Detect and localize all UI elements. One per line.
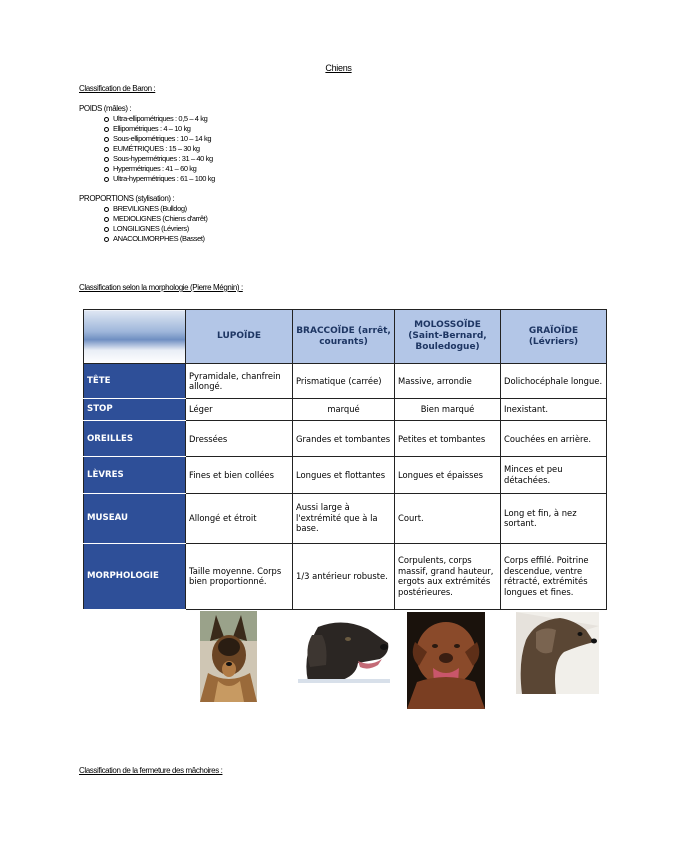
- table-cell: 1/3 antérieur robuste.: [293, 543, 395, 609]
- list-item: ANACOLIMORPHES (Basset): [103, 234, 207, 244]
- proportions-list: [103, 204, 207, 244]
- table-row: [84, 421, 607, 457]
- braccoide-dog-photo: [298, 615, 390, 683]
- list-item: EUMÉTRIQUES : 15 – 30 kg: [103, 144, 215, 154]
- row-header: STOP: [84, 399, 186, 421]
- table-row: [84, 399, 607, 421]
- list-item: Hypermétriques : 41 – 60 kg: [103, 164, 215, 174]
- table-cell: Prismatique (carrée): [293, 364, 395, 399]
- table-cell: Taille moyenne. Corps bien proportionné.: [186, 543, 293, 609]
- machoires-heading: Classification de la fermeture des mâchoires :: [79, 766, 223, 775]
- list-item: Sous-ellipométriques : 10 – 14 kg: [103, 134, 215, 144]
- poids-list: [103, 114, 215, 184]
- table-cell: Couchées en arrière.: [501, 421, 607, 457]
- table-cell: Longues et flottantes: [293, 457, 395, 493]
- table-cell: Léger: [186, 399, 293, 421]
- morphology-table: [83, 309, 607, 610]
- list-item: Ellipométriques : 4 – 10 kg: [103, 124, 215, 134]
- table-cell: Pyramidale, chanfrein allongé.: [186, 364, 293, 399]
- table-cell: Petites et tombantes: [395, 421, 501, 457]
- list-item: LONGILIGNES (Lévriers): [103, 224, 207, 234]
- poids-label: POIDS (mâles) :: [79, 104, 132, 113]
- list-item: BREVILIGNES (Bulldog): [103, 204, 207, 214]
- table-header-row: [84, 310, 607, 364]
- table-corner-image: [84, 310, 186, 364]
- table-cell: Dressées: [186, 421, 293, 457]
- table-cell: Fines et bien collées: [186, 457, 293, 493]
- table-cell: Massive, arrondie: [395, 364, 501, 399]
- row-header: MUSEAU: [84, 493, 186, 543]
- list-item: Ultra-ellipométriques : 0,5 – 4 kg: [103, 114, 215, 124]
- row-header: LÈVRES: [84, 457, 186, 493]
- table-cell: Longues et épaisses: [395, 457, 501, 493]
- page-title: Chiens: [325, 63, 352, 73]
- list-item: Sous-hypermétriques : 31 – 40 kg: [103, 154, 215, 164]
- table-row: [84, 457, 607, 493]
- baron-heading: Classification de Baron :: [79, 84, 156, 93]
- table-cell: Inexistant.: [501, 399, 607, 421]
- table-cell: Dolichocéphale longue.: [501, 364, 607, 399]
- lupoide-dog-photo: [200, 611, 257, 702]
- column-header: BRACCOÏDE (arrêt, courants): [293, 310, 395, 364]
- table-cell: Grandes et tombantes: [293, 421, 395, 457]
- list-item: Ultra-hypermétriques : 61 – 100 kg: [103, 174, 215, 184]
- column-header: MOLOSSOÏDE (Saint-Bernard, Bouledogue): [395, 310, 501, 364]
- row-header: OREILLES: [84, 421, 186, 457]
- proportions-label: PROPORTIONS (stylisation) :: [79, 194, 175, 203]
- table-cell: Bien marqué: [395, 399, 501, 421]
- table-cell: Aussi large à l'extrémité que à la base.: [293, 493, 395, 543]
- row-header: TÊTE: [84, 364, 186, 399]
- table-row: [84, 364, 607, 399]
- table-cell: Court.: [395, 493, 501, 543]
- row-header: MORPHOLOGIE: [84, 543, 186, 609]
- column-header: GRAÏOÏDE (Lévriers): [501, 310, 607, 364]
- graioide-dog-photo: [516, 612, 599, 694]
- table-row: [84, 493, 607, 543]
- megnin-heading: Classification selon la morphologie (Pierre Mégnin) :: [79, 283, 243, 292]
- list-item: MEDIOLIGNES (Chiens d'arrêt): [103, 214, 207, 224]
- column-header: LUPOÏDE: [186, 310, 293, 364]
- table-cell: marqué: [293, 399, 395, 421]
- molossoide-dog-photo: [407, 612, 485, 709]
- table-row: [84, 543, 607, 609]
- table-cell: Corps effilé. Poitrine descendue, ventre rétracté, extrémités longues et fines.: [501, 543, 607, 609]
- table-cell: Allongé et étroit: [186, 493, 293, 543]
- table-cell: Corpulents, corps massif, grand hauteur, ergots aux extrémités postérieures.: [395, 543, 501, 609]
- table-cell: Long et fin, à nez sortant.: [501, 493, 607, 543]
- table-cell: Minces et peu détachées.: [501, 457, 607, 493]
